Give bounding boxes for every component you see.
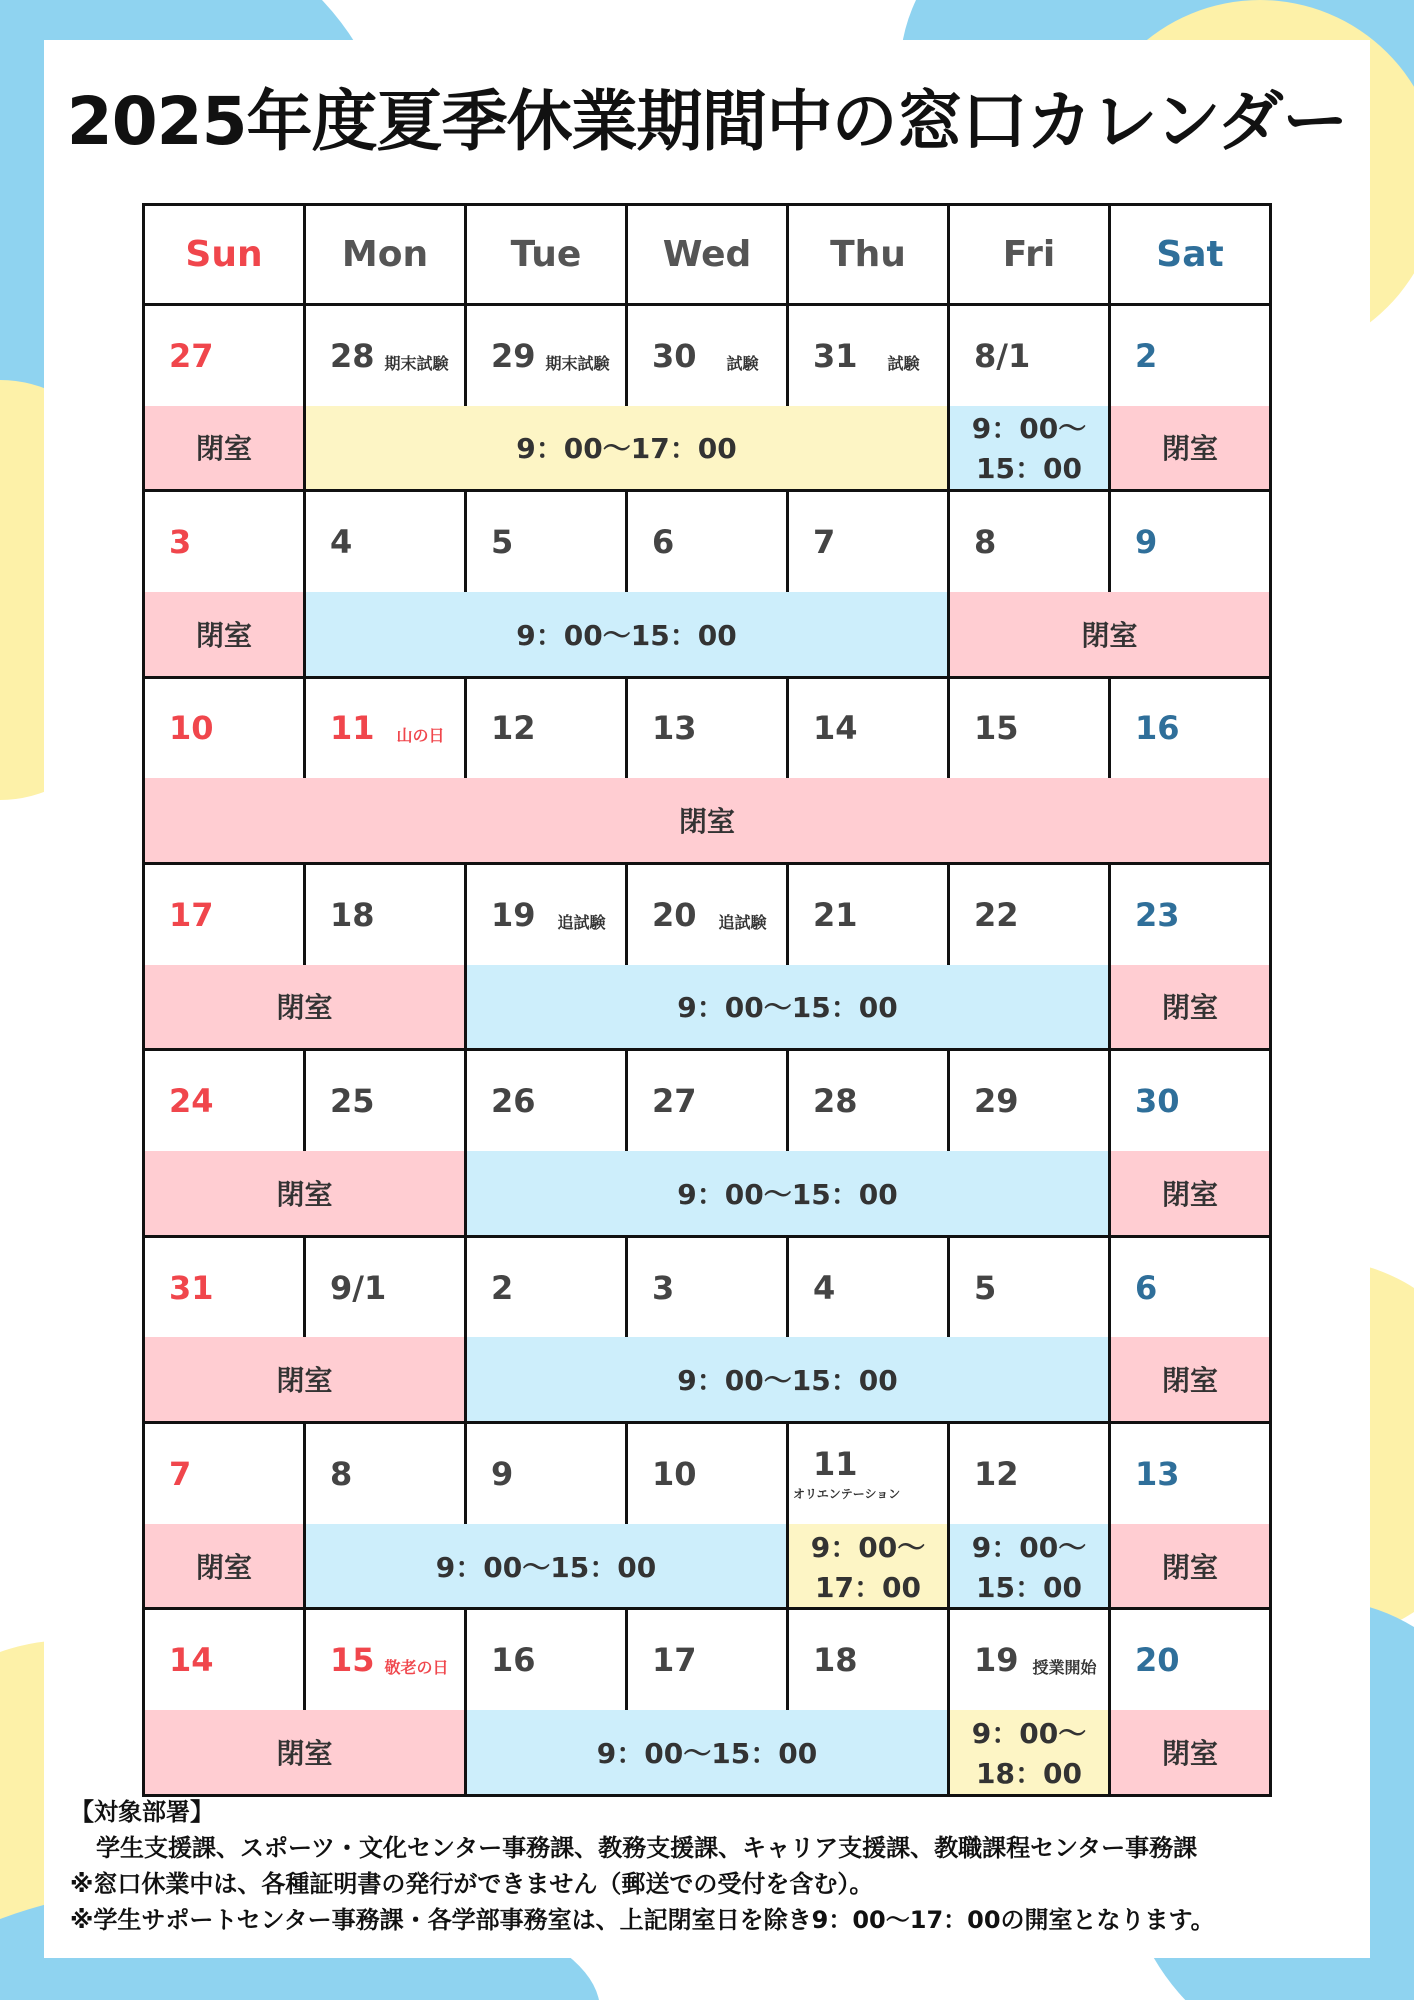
open-hours-block bbox=[949, 1524, 1110, 1609]
date-cell bbox=[466, 304, 627, 405]
closed-block: 閉室 bbox=[144, 1151, 466, 1236]
date-cell bbox=[466, 491, 627, 592]
date-cell bbox=[1110, 1609, 1271, 1710]
weekday-thu: Thu bbox=[788, 205, 949, 305]
date-number: 6 bbox=[1135, 1268, 1158, 1307]
open-hours-block bbox=[949, 1710, 1110, 1795]
date-number: 4 bbox=[330, 523, 353, 562]
open-hours-block: 9：00〜15：00 bbox=[466, 965, 1110, 1050]
footer-note-support-center: ※学生サポートセンター事務課・各学部事務室は、上記閉室日を除き9：00〜17：00の開室となります。 bbox=[70, 1906, 1215, 1934]
date-number: 11 bbox=[813, 1445, 858, 1484]
open-hours-block bbox=[788, 1524, 949, 1609]
date-number: 19 bbox=[491, 895, 536, 934]
open-hours-block: 9：00〜17：00 bbox=[305, 406, 949, 491]
date-number: 30 bbox=[1135, 1082, 1180, 1121]
date-cell bbox=[949, 1236, 1110, 1337]
hours-end: 15：00 bbox=[976, 452, 1082, 486]
date-note: オリエンテーション bbox=[793, 1487, 901, 1502]
page-title: 2025年度夏季休業期間中の窓口カレンダー bbox=[66, 83, 1348, 160]
footer-notes bbox=[70, 1794, 1360, 1938]
date-cell bbox=[466, 1609, 627, 1710]
date-number: 8/1 bbox=[974, 336, 1031, 375]
weekday-tue: Tue bbox=[466, 205, 627, 305]
date-cell bbox=[144, 677, 305, 778]
date-number: 20 bbox=[1135, 1641, 1180, 1680]
date-cell bbox=[627, 1050, 788, 1151]
date-cell bbox=[305, 1236, 466, 1337]
footer-departments: 学生支援課、スポーツ・文化センター事務課、教務支援課、キャリア支援課、教職課程センター事務課 bbox=[96, 1834, 1198, 1862]
date-number: 24 bbox=[169, 1082, 214, 1121]
hours-row bbox=[144, 965, 1271, 1050]
hours-start: 9：00〜 bbox=[971, 1717, 1087, 1751]
date-number: 31 bbox=[169, 1268, 214, 1307]
date-cell bbox=[627, 491, 788, 592]
date-cell bbox=[144, 1609, 305, 1710]
open-hours-block: 9：00〜15：00 bbox=[466, 1710, 949, 1795]
date-number: 18 bbox=[813, 1641, 858, 1680]
calendar-table bbox=[142, 203, 1272, 1797]
date-number: 29 bbox=[491, 336, 536, 375]
date-cell bbox=[144, 304, 305, 405]
date-cell bbox=[949, 304, 1110, 405]
closed-block: 閉室 bbox=[1110, 406, 1271, 491]
date-row bbox=[144, 1609, 1271, 1710]
date-number: 15 bbox=[974, 709, 1019, 748]
closed-block: 閉室 bbox=[1110, 1524, 1271, 1609]
date-cell bbox=[144, 1236, 305, 1337]
open-hours-block: 9：00〜15：00 bbox=[466, 1337, 1110, 1422]
date-number: 21 bbox=[813, 895, 858, 934]
hours-row bbox=[144, 1151, 1271, 1236]
hours-start: 9：00〜 bbox=[971, 412, 1087, 446]
weekday-sat: Sat bbox=[1110, 205, 1271, 305]
date-cell bbox=[627, 1423, 788, 1524]
date-cell bbox=[305, 863, 466, 964]
date-number: 9 bbox=[491, 1454, 514, 1493]
hours-end: 18：00 bbox=[976, 1757, 1082, 1791]
date-cell bbox=[466, 1050, 627, 1151]
date-row bbox=[144, 1236, 1271, 1337]
date-cell bbox=[305, 304, 466, 405]
date-cell bbox=[788, 863, 949, 964]
date-row bbox=[144, 677, 1271, 778]
closed-block: 閉室 bbox=[144, 1524, 305, 1609]
date-number: 17 bbox=[652, 1641, 697, 1680]
date-number: 19 bbox=[974, 1641, 1019, 1680]
date-number: 5 bbox=[491, 523, 514, 562]
date-number: 25 bbox=[330, 1082, 375, 1121]
closed-block: 閉室 bbox=[1110, 965, 1271, 1050]
date-cell bbox=[1110, 677, 1271, 778]
date-cell bbox=[627, 863, 788, 964]
date-cell bbox=[627, 1236, 788, 1337]
weekday-wed: Wed bbox=[627, 205, 788, 305]
closed-block: 閉室 bbox=[144, 778, 1271, 863]
date-number: 4 bbox=[813, 1268, 836, 1307]
date-cell bbox=[1110, 491, 1271, 592]
date-number: 27 bbox=[652, 1082, 697, 1121]
date-number: 10 bbox=[652, 1454, 697, 1493]
date-cell bbox=[1110, 304, 1271, 405]
hours-row bbox=[144, 1710, 1271, 1795]
open-hours-block: 9：00〜15：00 bbox=[466, 1151, 1110, 1236]
date-number: 18 bbox=[330, 895, 375, 934]
date-cell bbox=[144, 1050, 305, 1151]
date-cell bbox=[788, 1236, 949, 1337]
date-number: 12 bbox=[491, 709, 536, 748]
closed-block: 閉室 bbox=[1110, 1337, 1271, 1422]
date-note: 試験 bbox=[726, 353, 759, 373]
hours-row bbox=[144, 1524, 1271, 1609]
holiday-note: 山の日 bbox=[396, 726, 445, 746]
date-cell bbox=[788, 677, 949, 778]
date-row bbox=[144, 1423, 1271, 1524]
date-cell bbox=[627, 304, 788, 405]
hours-row bbox=[144, 406, 1271, 491]
date-cell bbox=[144, 1423, 305, 1524]
open-hours-block: 9：00〜15：00 bbox=[305, 1524, 788, 1609]
date-number: 14 bbox=[813, 709, 858, 748]
hours-end: 17：00 bbox=[815, 1570, 921, 1604]
date-number: 9 bbox=[1135, 523, 1158, 562]
closed-block: 閉室 bbox=[144, 1710, 466, 1795]
date-number: 28 bbox=[330, 336, 375, 375]
date-note: 追試験 bbox=[718, 912, 767, 932]
date-cell bbox=[627, 677, 788, 778]
date-number: 29 bbox=[974, 1082, 1019, 1121]
date-cell bbox=[144, 863, 305, 964]
hours-row bbox=[144, 1337, 1271, 1422]
date-cell bbox=[949, 677, 1110, 778]
date-cell bbox=[305, 1609, 466, 1710]
date-number: 14 bbox=[169, 1641, 214, 1680]
date-cell bbox=[949, 491, 1110, 592]
open-hours-block: 9：00〜15：00 bbox=[305, 592, 949, 677]
date-number: 22 bbox=[974, 895, 1019, 934]
date-number: 23 bbox=[1135, 895, 1180, 934]
date-number: 13 bbox=[1135, 1454, 1180, 1493]
date-number: 15 bbox=[330, 1641, 375, 1680]
date-number: 2 bbox=[1135, 336, 1158, 375]
date-cell bbox=[466, 1236, 627, 1337]
date-number: 3 bbox=[652, 1268, 675, 1307]
hours-row bbox=[144, 778, 1271, 863]
date-cell bbox=[788, 1050, 949, 1151]
date-cell bbox=[1110, 1423, 1271, 1524]
date-number: 9/1 bbox=[330, 1268, 387, 1307]
hours-row bbox=[144, 592, 1271, 677]
date-number: 13 bbox=[652, 709, 697, 748]
date-number: 20 bbox=[652, 895, 697, 934]
date-cell bbox=[949, 1050, 1110, 1151]
footer-note-certificates: ※窓口休業中は、各種証明書の発行ができません（郵送での受付を含む）。 bbox=[70, 1870, 874, 1898]
date-cell bbox=[466, 1423, 627, 1524]
date-cell bbox=[1110, 1236, 1271, 1337]
date-number: 10 bbox=[169, 709, 214, 748]
date-number: 7 bbox=[169, 1454, 192, 1493]
date-cell bbox=[1110, 1050, 1271, 1151]
date-number: 11 bbox=[330, 709, 375, 748]
date-number: 17 bbox=[169, 895, 214, 934]
date-number: 28 bbox=[813, 1082, 858, 1121]
date-number: 12 bbox=[974, 1454, 1019, 1493]
date-number: 30 bbox=[652, 336, 697, 375]
weekday-mon: Mon bbox=[305, 205, 466, 305]
weekday-fri: Fri bbox=[949, 205, 1110, 305]
closed-block: 閉室 bbox=[144, 592, 305, 677]
holiday-note: 敬老の日 bbox=[384, 1658, 449, 1678]
date-number: 16 bbox=[1135, 709, 1180, 748]
weekday-header-row bbox=[144, 205, 1271, 305]
footer-heading: 【対象部署】 bbox=[70, 1798, 214, 1826]
closed-block: 閉室 bbox=[949, 592, 1271, 677]
date-number: 16 bbox=[491, 1641, 536, 1680]
date-cell bbox=[788, 1423, 949, 1524]
date-cell bbox=[144, 491, 305, 592]
date-cell bbox=[788, 304, 949, 405]
date-row bbox=[144, 863, 1271, 964]
date-note: 授業開始 bbox=[1032, 1658, 1097, 1678]
date-note: 追試験 bbox=[557, 912, 606, 932]
date-cell bbox=[627, 1609, 788, 1710]
date-row bbox=[144, 1050, 1271, 1151]
date-cell bbox=[305, 1423, 466, 1524]
date-number: 6 bbox=[652, 523, 675, 562]
date-note: 試験 bbox=[887, 353, 920, 373]
date-cell bbox=[949, 1423, 1110, 1524]
date-cell bbox=[788, 491, 949, 592]
date-number: 3 bbox=[169, 523, 192, 562]
date-row bbox=[144, 491, 1271, 592]
date-cell bbox=[466, 863, 627, 964]
open-hours-block bbox=[949, 406, 1110, 491]
date-row bbox=[144, 304, 1271, 405]
date-note: 期末試験 bbox=[545, 353, 610, 373]
date-cell bbox=[305, 1050, 466, 1151]
date-cell bbox=[949, 863, 1110, 964]
date-number: 8 bbox=[974, 523, 997, 562]
closed-block: 閉室 bbox=[144, 1337, 466, 1422]
date-number: 27 bbox=[169, 336, 214, 375]
date-number: 7 bbox=[813, 523, 836, 562]
closed-block: 閉室 bbox=[144, 965, 466, 1050]
date-cell bbox=[305, 677, 466, 778]
date-number: 31 bbox=[813, 336, 858, 375]
date-number: 2 bbox=[491, 1268, 514, 1307]
date-number: 8 bbox=[330, 1454, 353, 1493]
date-number: 5 bbox=[974, 1268, 997, 1307]
date-cell bbox=[305, 491, 466, 592]
date-note: 期末試験 bbox=[384, 353, 449, 373]
date-cell bbox=[949, 1609, 1110, 1710]
weekday-sun: Sun bbox=[144, 205, 305, 305]
date-cell bbox=[466, 677, 627, 778]
closed-block: 閉室 bbox=[1110, 1710, 1271, 1795]
hours-start: 9：00〜 bbox=[971, 1530, 1087, 1564]
closed-block: 閉室 bbox=[1110, 1151, 1271, 1236]
hours-end: 15：00 bbox=[976, 1570, 1082, 1604]
date-number: 26 bbox=[491, 1082, 536, 1121]
date-cell bbox=[1110, 863, 1271, 964]
hours-start: 9：00〜 bbox=[810, 1530, 926, 1564]
closed-block: 閉室 bbox=[144, 406, 305, 491]
date-cell bbox=[788, 1609, 949, 1710]
